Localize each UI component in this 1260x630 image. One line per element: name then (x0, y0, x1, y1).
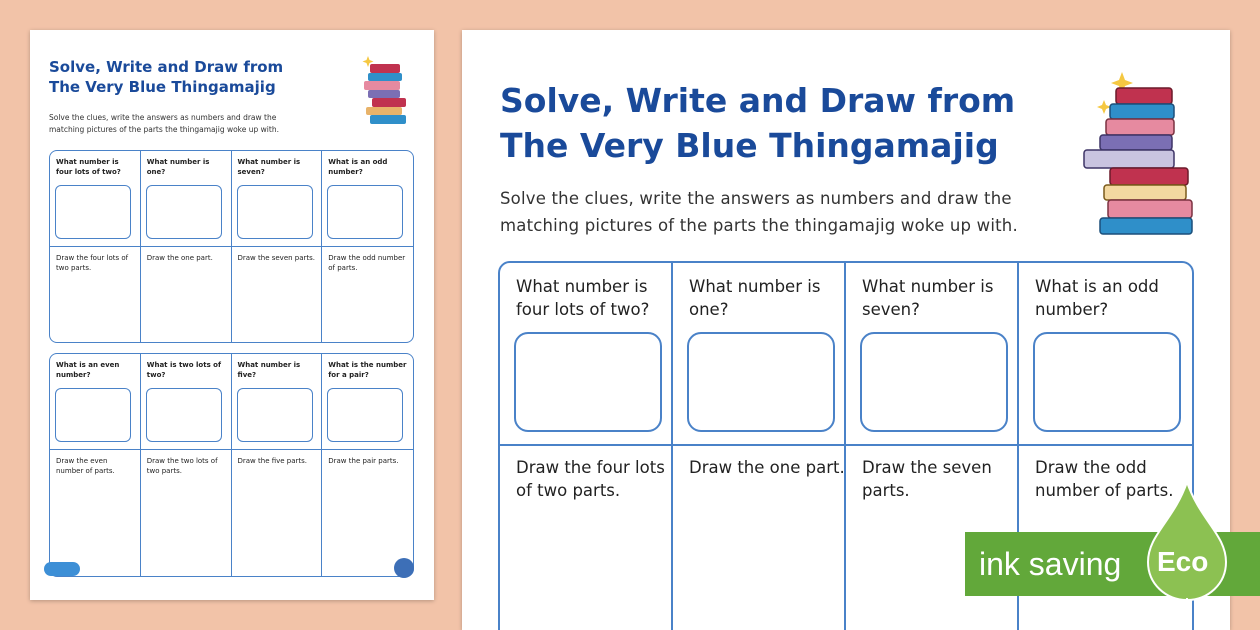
answer-box[interactable] (687, 332, 835, 432)
draw-cell[interactable] (141, 247, 232, 343)
draw-cell[interactable] (232, 247, 323, 343)
intro-line-2: matching pictures of the parts the thingamajig woke up with. (49, 125, 279, 134)
answer-box[interactable] (327, 185, 403, 239)
draw-instruction: Draw the pair parts. (328, 457, 399, 465)
intro-text (500, 185, 1090, 239)
question-text: What number is four lots of two? (56, 158, 121, 176)
question-text: What is an odd number? (1035, 277, 1159, 319)
question-cell (322, 151, 413, 247)
draw-instruction: Draw the four lots of two parts. (516, 458, 665, 500)
answer-box[interactable] (146, 185, 222, 239)
question-cell (846, 263, 1019, 446)
draw-instruction: Draw the four lots of two parts. (56, 254, 129, 272)
question-text: What number is five? (237, 361, 301, 379)
draw-instruction: Draw the five parts. (237, 457, 308, 465)
book-stack-icon (1080, 70, 1200, 245)
question-text: What is an odd number? (328, 158, 388, 176)
question-cell (232, 151, 323, 247)
answer-box[interactable] (860, 332, 1008, 432)
draw-instruction: Draw the odd number of parts. (328, 254, 406, 272)
question-text: What is the number for a pair? (328, 361, 407, 379)
clue-grid-1-small (49, 150, 414, 343)
question-text: What number is one? (689, 277, 821, 319)
draw-instruction: Draw the one part. (689, 458, 845, 477)
title-line-2: The Very Blue Thingamajig (49, 78, 276, 96)
answer-box[interactable] (237, 185, 313, 239)
draw-cell[interactable] (322, 247, 413, 343)
draw-cell[interactable] (50, 247, 141, 343)
draw-instruction: Draw the two lots of two parts. (146, 457, 218, 475)
draw-instruction: Draw the seven parts. (237, 254, 316, 262)
question-text: What number is seven? (862, 277, 994, 319)
answer-box[interactable] (327, 388, 403, 442)
question-cell (232, 354, 323, 450)
question-cell (673, 263, 846, 446)
draw-cell[interactable] (673, 446, 846, 630)
question-text: What is two lots of two? (146, 361, 222, 379)
intro-text-small (49, 112, 349, 136)
draw-cell[interactable] (141, 450, 232, 577)
intro-line-1: Solve the clues, write the answers as numbers and draw the (49, 113, 277, 122)
draw-instruction: Draw the seven parts. (862, 458, 992, 500)
answer-box[interactable] (514, 332, 662, 432)
eco-label: Eco (1157, 546, 1209, 577)
draw-instruction: Draw the even number of parts. (56, 457, 115, 475)
clue-grid-2-small (49, 353, 414, 577)
question-cell (141, 151, 232, 247)
answer-box[interactable] (55, 185, 131, 239)
question-cell (50, 151, 141, 247)
title-line-1: Solve, Write and Draw from (500, 81, 1016, 120)
question-cell (322, 354, 413, 450)
publisher-logo (44, 562, 80, 576)
question-cell (50, 354, 141, 450)
question-cell (1019, 263, 1192, 446)
ink-saving-label: ink saving (979, 546, 1122, 582)
draw-cell[interactable] (500, 446, 673, 630)
question-text: What number is four lots of two? (516, 277, 650, 319)
answer-box[interactable] (237, 388, 313, 442)
page-title (500, 78, 1060, 168)
intro-line-1: Solve the clues, write the answers as numbers and draw the (500, 189, 1012, 208)
question-cell (500, 263, 673, 446)
draw-instruction: Draw the one part. (146, 254, 213, 262)
worksheet-thumbnail (30, 30, 434, 600)
book-stack-icon (354, 52, 414, 142)
title-line-2: The Very Blue Thingamajig (500, 126, 999, 165)
intro-line-2: matching pictures of the parts the thingamajig woke up with. (500, 216, 1018, 235)
answer-box[interactable] (55, 388, 131, 442)
question-text: What number is one? (146, 158, 210, 176)
answer-box[interactable] (1033, 332, 1181, 432)
title-line-1: Solve, Write and Draw from (49, 58, 284, 76)
answer-box[interactable] (146, 388, 222, 442)
question-text: What is an even number? (56, 361, 120, 379)
draw-instruction: Draw the odd number of parts. (1035, 458, 1174, 500)
draw-cell[interactable] (232, 450, 323, 577)
question-cell (141, 354, 232, 450)
page-title-small (49, 57, 329, 97)
question-text: What number is seven? (237, 158, 301, 176)
draw-cell[interactable] (50, 450, 141, 577)
footer-badge-icon (394, 558, 414, 578)
